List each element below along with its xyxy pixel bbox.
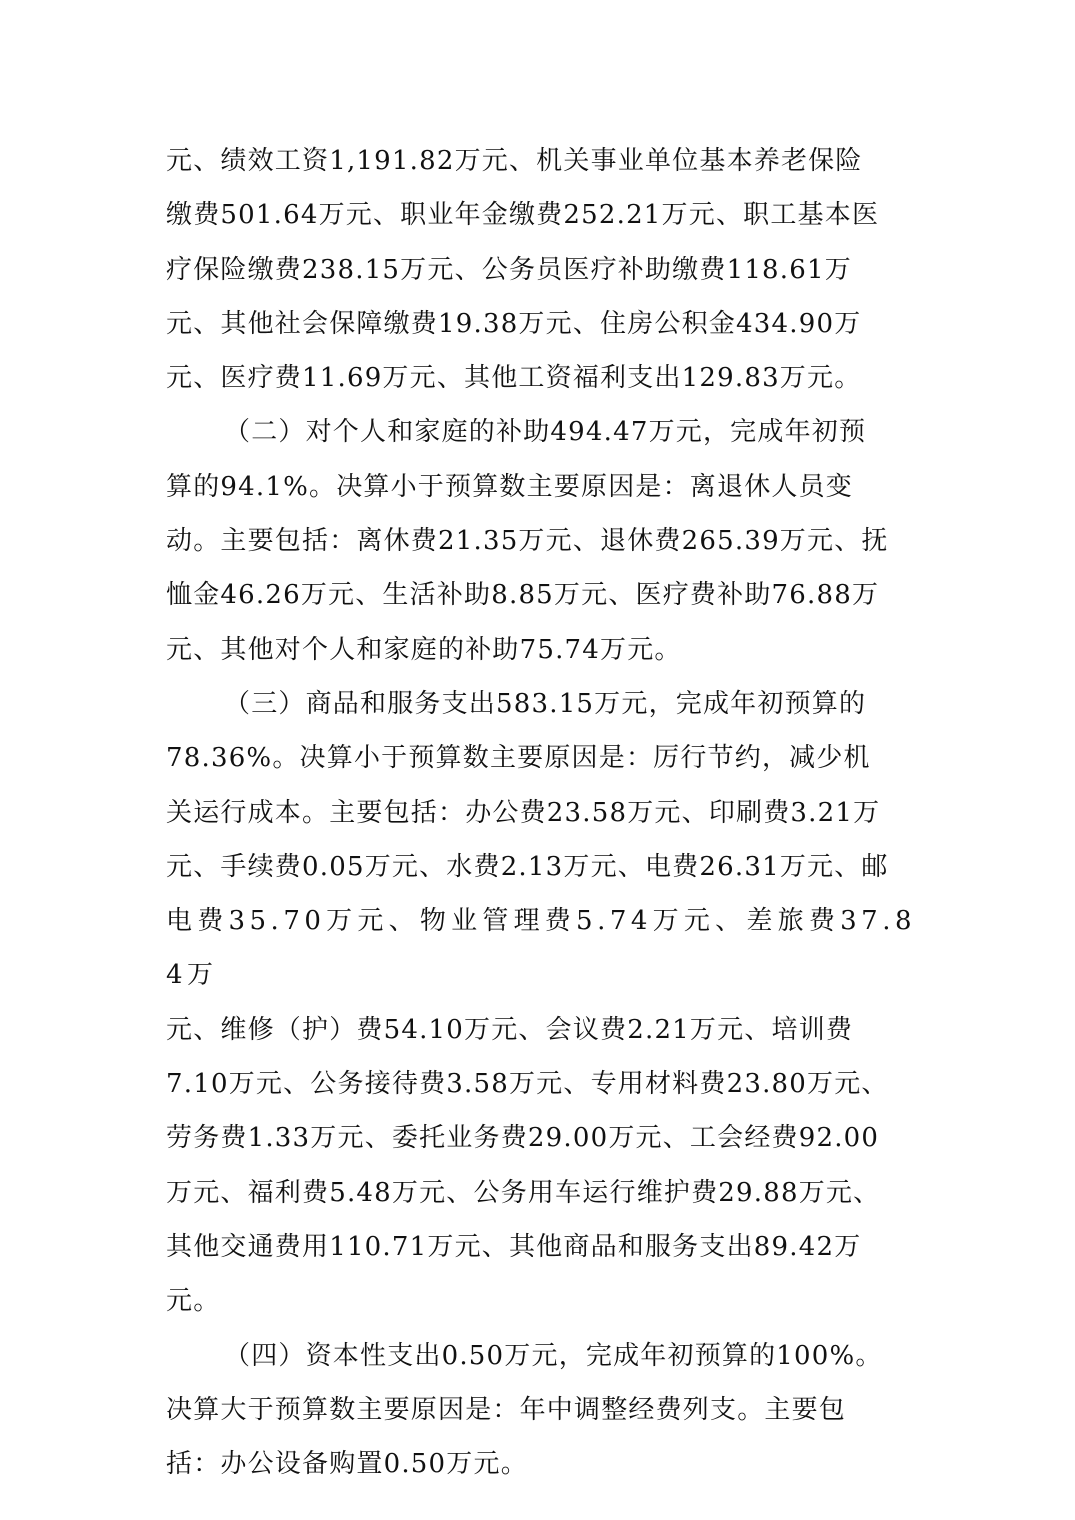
text-line: 算的94.1%。决算小于预算数主要原因是：离退休人员变: [166, 471, 853, 502]
text-line: （三）商品和服务支出583.15万元，完成年初预算的: [224, 688, 867, 719]
text-line: 劳务费1.33万元、委托业务费29.00万元、工会经费92.00: [166, 1123, 880, 1154]
paragraph-continued: [166, 134, 916, 405]
paragraph-section-4: [166, 1329, 916, 1492]
text-line: 元、手续费0.05万元、水费2.13万元、电费26.31万元、邮: [166, 851, 889, 882]
text-line: 元、其他社会保障缴费19.38万元、住房公积金434.90万: [166, 308, 862, 339]
text-line: 缴费501.64万元、职业年金缴费252.21万元、职工基本医: [166, 200, 880, 231]
text-line: 电费35.70万元、物业管理费5.74万元、差旅费37.84万: [166, 906, 916, 991]
text-line: （四）资本性支出0.50万元，完成年初预算的100%。: [224, 1340, 883, 1371]
text-line: 动。主要包括：离休费21.35万元、退休费265.39万元、抚: [166, 526, 889, 557]
text-line: 元、绩效工资1,191.82万元、机关事业单位基本养老保险: [166, 146, 863, 176]
text-line: 恤金46.26万元、生活补助8.85万元、医疗费补助76.88万: [166, 580, 880, 611]
text-line: 括：办公设备购置0.50万元。: [166, 1449, 528, 1480]
text-line: 78.36%。决算小于预算数主要原因是：厉行节约，减少机: [166, 743, 871, 774]
text-line: 元、其他对个人和家庭的补助75.74万元。: [166, 634, 682, 665]
text-line: （二）对个人和家庭的补助494.47万元，完成年初预: [224, 417, 867, 448]
text-line: 元。: [166, 1286, 221, 1317]
text-line: 元、医疗费11.69万元、其他工资福利支出129.83万元。: [166, 363, 862, 394]
text-line: 疗保险缴费238.15万元、公务员医疗补助缴费118.61万: [166, 254, 852, 285]
text-line: 关运行成本。主要包括：办公费23.58万元、印刷费3.21万: [166, 797, 881, 828]
paragraph-section-2: [166, 405, 916, 676]
text-line: 7.10万元、公务接待费3.58万元、专用材料费23.80万元、: [166, 1069, 889, 1100]
text-line: 决算大于预算数主要原因是：年中调整经费列支。主要包: [166, 1394, 847, 1425]
document-body: [166, 134, 916, 1491]
text-line: 万元、福利费5.48万元、公务用车运行维护费29.88万元、: [166, 1177, 881, 1208]
text-line: 元、维修（护）费54.10万元、会议费2.21万元、培训费: [166, 1014, 854, 1045]
text-line: 其他交通费用110.71万元、其他商品和服务支出89.42万: [166, 1231, 862, 1262]
paragraph-section-3: [166, 677, 916, 1329]
